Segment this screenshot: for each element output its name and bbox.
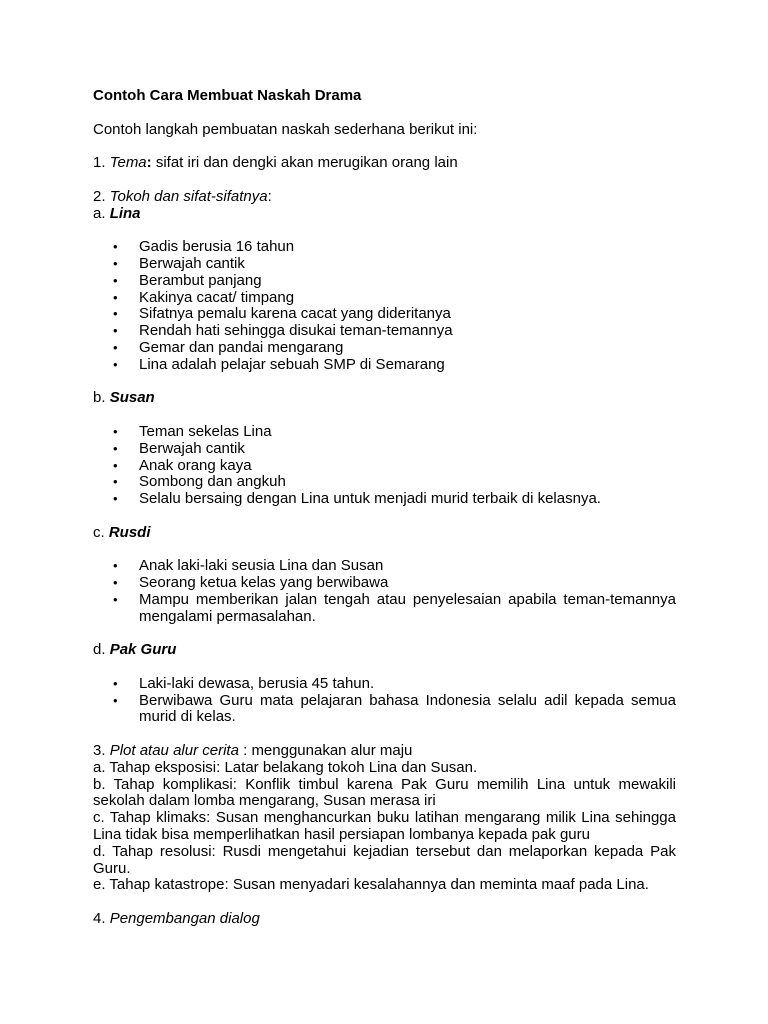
- section-label: Pengembangan dialog: [109, 910, 260, 928]
- section-label: Tokoh dan sifat-sifatnya: [109, 187, 268, 205]
- list-item: • Sifatnya pemalu karena cacat yang dideritanya: [93, 306, 676, 323]
- section-number: 3.: [93, 742, 110, 760]
- section-number: 4.: [93, 910, 110, 928]
- character-heading: [93, 390, 676, 407]
- intro-text: Contoh langkah pembuatan naskah sederhana berikut ini:: [93, 120, 478, 138]
- section-number: 1.: [93, 154, 110, 172]
- character-letter: c.: [93, 523, 109, 541]
- list-item: • Berambut panjang: [93, 273, 676, 290]
- list-item: • Anak orang kaya: [93, 458, 676, 475]
- section-text: : menggunakan alur maju: [238, 742, 413, 760]
- list-item: • Kakinya cacat/ timpang: [93, 290, 676, 307]
- plot-stage: e. Tahap katastrope: Susan menyadari kesalahannya dan meminta maaf pada Lina.: [93, 876, 649, 894]
- section-number: 2.: [93, 187, 110, 205]
- character-heading: [93, 642, 676, 659]
- section-tokoh: [93, 189, 676, 206]
- section-tema: [93, 155, 676, 172]
- plot-stage: c. Tahap klimaks: Susan menghancurkan buku latihan mengarang milik Lina sehingga Lina tidak bisa memperlihatkan hasil persiapan lombanya kepada pak guru: [93, 809, 676, 844]
- section-colon: :: [146, 154, 152, 172]
- list-item: • Berwajah cantik: [93, 441, 676, 458]
- list-item: • Sombong dan angkuh: [93, 474, 676, 491]
- list-item: • Teman sekelas Lina: [93, 424, 676, 441]
- section-label: Tema: [109, 154, 147, 172]
- list-item: • Seorang ketua kelas yang berwibawa: [93, 575, 676, 592]
- document-title: Contoh Cara Membuat Naskah Drama: [93, 87, 362, 104]
- character-name: Pak Guru: [109, 641, 177, 659]
- list-item: • Mampu memberikan jalan tengah atau penyelesaian apabila teman-temannya mengalami permasalahan.: [93, 592, 676, 626]
- list-item: • Berwajah cantik: [93, 256, 676, 273]
- trait-list: [93, 558, 676, 625]
- section-colon: :: [267, 187, 272, 205]
- character-name: Lina: [109, 204, 141, 222]
- trait-list: [93, 239, 676, 373]
- list-item: • Gadis berusia 16 tahun: [93, 239, 676, 256]
- trait-list: [93, 676, 676, 726]
- character-letter: d.: [93, 641, 110, 659]
- trait-list: [93, 424, 676, 508]
- character-heading: [93, 525, 676, 542]
- document-content: [93, 88, 676, 928]
- plot-stage: b. Tahap komplikasi: Konflik timbul karena Pak Guru memilih Lina untuk mewakili sekolah dalam lomba mengarang, Susan merasa iri: [93, 775, 676, 810]
- plot-stage: a. Tahap eksposisi: Latar belakang tokoh Lina dan Susan.: [93, 758, 478, 776]
- character-name: Susan: [109, 389, 155, 407]
- list-item: • Laki-laki dewasa, berusia 45 tahun.: [93, 676, 676, 693]
- character-letter: a.: [93, 204, 110, 222]
- section-dialog: [93, 911, 676, 928]
- section-label: Plot atau alur cerita: [109, 742, 239, 760]
- list-item: • Gemar dan pandai mengarang: [93, 340, 676, 357]
- section-text: sifat iri dan dengki akan merugikan orang lain: [151, 154, 458, 172]
- list-item: • Selalu bersaing dengan Lina untuk menjadi murid terbaik di kelasnya.: [93, 491, 676, 508]
- character-heading: [93, 206, 676, 223]
- list-item: • Rendah hati sehingga disukai teman-temannya: [93, 323, 676, 340]
- character-name: Rusdi: [108, 523, 151, 541]
- section-plot: [93, 743, 676, 760]
- list-item: • Berwibawa Guru mata pelajaran bahasa Indonesia selalu adil kepada semua murid di kelas.: [93, 693, 676, 727]
- list-item: • Lina adalah pelajar sebuah SMP di Semarang: [93, 357, 676, 374]
- list-item: • Anak laki-laki seusia Lina dan Susan: [93, 558, 676, 575]
- character-letter: b.: [93, 389, 110, 407]
- plot-stage: d. Tahap resolusi: Rusdi mengetahui kejadian tersebut dan melaporkan kepada Pak Guru.: [93, 842, 676, 877]
